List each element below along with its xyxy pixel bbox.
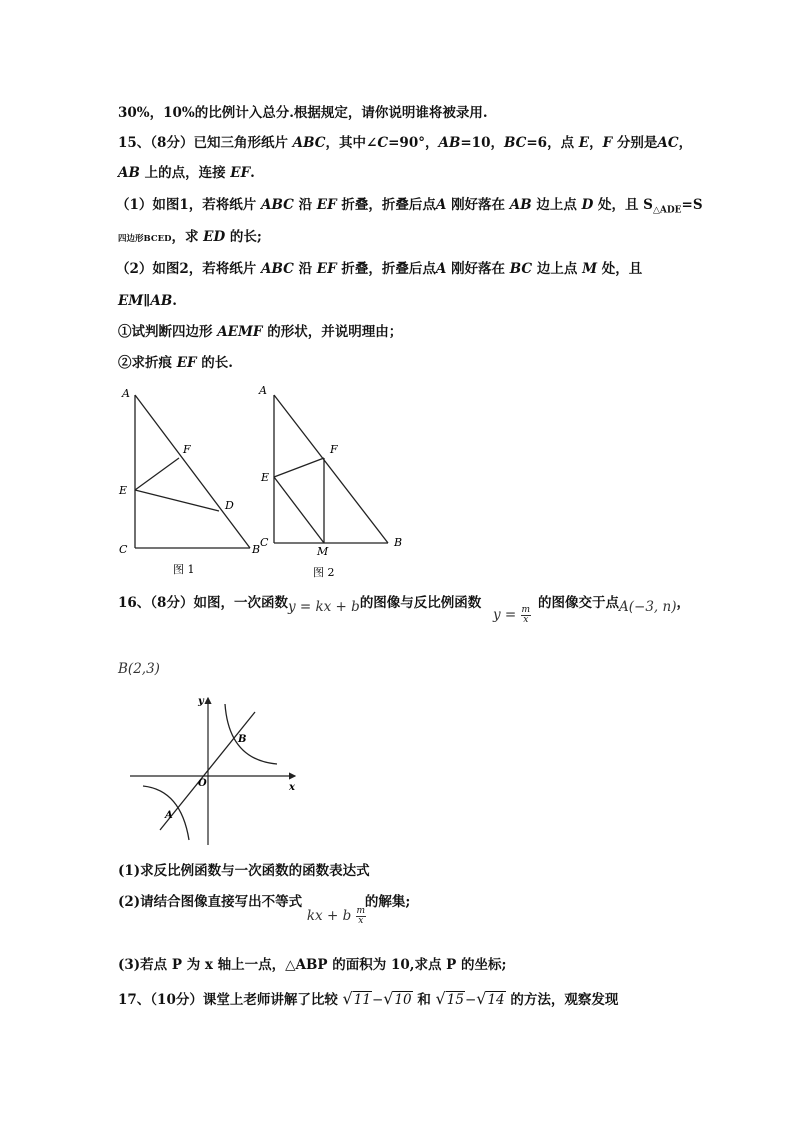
q16-stem-line1 — [118, 594, 690, 625]
q15-var: EF — [176, 355, 197, 371]
q16-inequality-den: x — [358, 916, 364, 926]
q15-text: . — [250, 165, 255, 181]
q17-minus: − — [371, 992, 384, 1008]
q16-part3: (3)若点 P 为 x 轴上一点，△ABP 的面积为 10,求点 P 的坐标; — [118, 957, 507, 973]
q15-text: 的长. — [201, 355, 233, 371]
q15-text: 分别是 — [616, 135, 658, 151]
q15-text: 沿 — [298, 261, 313, 277]
figure-1 — [135, 395, 250, 548]
q16-inequality-lhs: kx + b — [306, 908, 352, 924]
q16-score: （8分） — [150, 595, 194, 611]
q17-sqrt-10: √10 — [383, 989, 412, 1008]
q16-text: 的图像与反比例函数 — [359, 595, 482, 611]
q15-text: 的形状，并说明理由； — [267, 324, 403, 340]
q16-text: 的解集; — [364, 894, 411, 910]
q16-point-a: A(−3, n) — [619, 599, 677, 615]
top-text-line: 30%，10%的比例计入总分.根据规定，请你说明谁将被录用. — [118, 105, 488, 121]
fig1-label-e: E — [119, 484, 128, 497]
q16-text: 如图，一次函数 — [193, 595, 288, 611]
q15-figures — [110, 380, 420, 580]
q16-point-b-line — [118, 660, 160, 678]
q15-text: 上的点，连接 — [144, 165, 226, 181]
q17-number: 17、 — [118, 992, 151, 1008]
graph-label-y: y — [198, 696, 204, 707]
fig1-caption: 图 1 — [173, 563, 195, 576]
q17-sqrt-15: √15 — [435, 989, 464, 1008]
q15-text: ，其中∠ — [325, 135, 378, 151]
q16-point-b: B(2,3) — [118, 661, 160, 677]
q15-var: EF — [316, 261, 337, 277]
fig1-label-b: B — [252, 543, 261, 556]
q16-inverse-lhs: y = — [492, 607, 517, 623]
q16-inequality — [307, 907, 365, 926]
q15-small-text: 四边形BCED — [118, 234, 172, 244]
q17-score: （10分） — [150, 992, 203, 1008]
q17-minus: − — [464, 992, 477, 1008]
q15-var: C — [377, 135, 389, 151]
q15-var: ABC — [261, 261, 294, 277]
fig2-label-f: F — [330, 443, 338, 456]
q15-text: ， — [589, 135, 603, 151]
q15-var: M — [582, 261, 598, 277]
q15-var: BC — [503, 135, 527, 151]
q15-part2-line2 — [118, 292, 177, 310]
fig2-segment-em — [274, 477, 324, 543]
q16-text: (2)请结合图像直接写出不等式 — [118, 894, 303, 910]
q15-number: 15、 — [118, 135, 151, 151]
q15-text: =90°， — [388, 135, 439, 151]
q15-var: EF — [316, 197, 337, 213]
q16-inverse-num: m — [521, 605, 531, 615]
q17-radicand: 11 — [353, 992, 371, 1008]
q16-inverse-formula — [486, 606, 538, 625]
q15-var: EM∥AB — [118, 293, 173, 309]
graph-label-o: O — [198, 778, 207, 789]
fig2-label-m: M — [317, 545, 329, 558]
q17-sqrt-11: √11 — [342, 989, 371, 1008]
q15-text: ，求 — [171, 229, 199, 245]
q16-part2 — [118, 893, 411, 926]
q15-text: （1）如图1，若将纸片 — [116, 197, 257, 213]
q17-radicand: 10 — [394, 992, 412, 1008]
q15-part1-line1 — [116, 196, 703, 220]
q15-var: E — [578, 135, 590, 151]
q15-text: 边上点 — [536, 261, 578, 277]
q16-inverse-fraction — [521, 606, 532, 625]
q16-part1: (1)求反比例函数与一次函数的函数表达式 — [118, 863, 370, 879]
q15-text: 已知三角形纸片 — [193, 135, 288, 151]
q16-inequality-num: m — [356, 906, 366, 916]
fig1-label-f: F — [183, 443, 191, 456]
q15-text: 处，且 S — [597, 197, 653, 213]
q15-text: ①试判断四边形 — [118, 324, 213, 340]
q15-text: （2）如图2，若将纸片 — [116, 261, 257, 277]
graph-label-b: B — [238, 734, 247, 745]
q17-text: 课堂上老师讲解了比较 — [202, 992, 338, 1008]
q15-var: ABC — [292, 135, 326, 151]
q15-var: D — [581, 197, 594, 213]
q15-text: 折叠，折叠后点 — [341, 261, 436, 277]
q15-score: （8分） — [150, 135, 194, 151]
fig1-side-ab — [135, 395, 250, 548]
q15-var: ABC — [261, 197, 294, 213]
q15-text: . — [172, 293, 177, 309]
fig2-caption: 图 2 — [313, 566, 335, 579]
q16-linear-formula: y = kx + b — [287, 599, 360, 615]
q15-part1-line2 — [118, 228, 262, 248]
q15-stem-line2 — [118, 164, 255, 182]
q16-number: 16、 — [118, 595, 151, 611]
figure-2 — [274, 395, 388, 543]
q15-text: 的长; — [229, 229, 262, 245]
q15-text: 刚好落在 — [451, 261, 506, 277]
q15-subscript: △ADE — [652, 205, 682, 216]
q15-text: 折叠，折叠后点 — [341, 197, 436, 213]
fig1-segment-ef — [135, 458, 179, 490]
q16-inequality-fraction — [356, 907, 367, 926]
q16-graph — [125, 690, 305, 850]
fig1-label-d: D — [225, 499, 234, 512]
fig1-label-a: A — [122, 387, 130, 400]
q15-var: EF — [230, 165, 251, 181]
q16-text: 的图像交于点 — [538, 595, 620, 611]
q15-part2-line1 — [116, 260, 642, 278]
q15-text: 沿 — [298, 197, 313, 213]
q16-text: ， — [676, 595, 690, 611]
fig1-segment-ed — [135, 490, 219, 511]
q15-text: =6，点 — [526, 135, 575, 151]
q15-var: BC — [509, 261, 533, 277]
q17-radicand: 14 — [487, 992, 505, 1008]
q15-var: AB — [509, 197, 532, 213]
q15-stem-line1 — [118, 134, 692, 152]
q17-sqrt-14: √14 — [476, 989, 505, 1008]
q15-text: 处，且 — [601, 261, 643, 277]
q15-text: =10， — [460, 135, 504, 151]
q16-inverse-den: x — [523, 615, 529, 625]
q15-var: AB — [438, 135, 461, 151]
q15-text: ， — [678, 135, 693, 151]
fig2-label-c: C — [260, 536, 269, 549]
fig2-label-b: B — [394, 536, 403, 549]
q17-text: 和 — [417, 992, 431, 1008]
fig1-label-c: C — [119, 543, 128, 556]
fig2-side-ab — [274, 395, 388, 543]
q15-var: AC — [657, 135, 679, 151]
q15-text: ②求折痕 — [118, 355, 172, 371]
fig2-label-e: E — [261, 471, 270, 484]
q15-text: 刚好落在 — [451, 197, 506, 213]
q15-sub2 — [118, 354, 233, 372]
q15-sub1 — [118, 323, 402, 341]
q17-stem — [118, 990, 618, 1009]
q15-var: AB — [118, 165, 140, 181]
q15-text: =S — [681, 197, 703, 213]
graph-label-a: A — [165, 810, 173, 821]
q15-var: F — [602, 135, 613, 151]
q15-var: A — [435, 261, 447, 277]
q15-var: AEMF — [217, 324, 263, 340]
graph-label-x: x — [289, 782, 295, 793]
q15-var: ED — [203, 229, 226, 245]
fig2-label-a: A — [259, 384, 267, 397]
hyperbola-branch-1 — [225, 704, 277, 764]
q15-var: A — [435, 197, 447, 213]
q15-text: 边上点 — [536, 197, 577, 213]
fig2-segment-ef — [274, 458, 324, 477]
q17-text: 的方法，观察发现 — [510, 992, 619, 1008]
q17-radicand: 15 — [446, 992, 464, 1008]
